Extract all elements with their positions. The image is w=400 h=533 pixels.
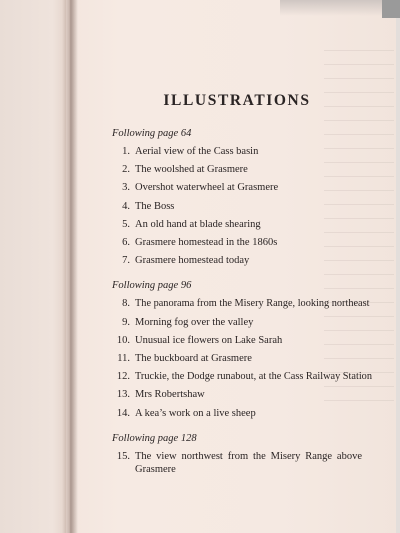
item-caption: Grasmere homestead in the 1860s	[135, 237, 278, 249]
background-corner	[382, 0, 400, 18]
item-caption: The Boss	[135, 200, 175, 212]
item-number: 15.	[116, 450, 130, 462]
list-item	[112, 295, 370, 313]
item-number: 6.	[122, 237, 130, 249]
section-heading: Following page 128	[112, 432, 197, 444]
item-caption: Aerial view of the Cass basin	[135, 146, 259, 157]
list-item	[112, 386, 362, 404]
page-right-edge	[396, 0, 400, 533]
item-number: 2.	[122, 164, 130, 176]
list-item	[112, 350, 362, 368]
list-item	[112, 161, 362, 179]
item-number: 8.	[122, 298, 130, 310]
item-number: 12.	[116, 371, 130, 383]
item-number: 5.	[122, 218, 130, 230]
list-item	[112, 234, 362, 252]
list-item	[112, 216, 362, 234]
facing-page-edge	[0, 0, 66, 533]
section-heading: Following page 64	[112, 128, 192, 139]
item-caption: An old hand at blade shearing	[135, 218, 261, 230]
item-number: 3.	[122, 182, 130, 194]
item-caption: The buckboard at Grasmere	[135, 353, 252, 365]
list-item	[112, 448, 362, 476]
item-caption: Grasmere homestead today	[135, 255, 250, 267]
page-content	[112, 92, 372, 486]
item-caption: The panorama from the Misery Range, looking northeast	[135, 298, 370, 310]
list-item	[112, 368, 372, 386]
list-item	[112, 332, 362, 350]
item-caption: Morning fog over the valley	[135, 316, 254, 328]
list-item	[112, 314, 362, 332]
item-caption: The woolshed at Grasmere	[135, 164, 248, 176]
item-number: 10.	[116, 334, 130, 346]
item-number: 7.	[122, 255, 130, 267]
list-item	[112, 252, 362, 270]
item-number: 11.	[117, 353, 130, 365]
item-number: 13.	[116, 389, 130, 401]
book-gutter	[62, 0, 78, 533]
item-number: 9.	[122, 316, 130, 328]
item-caption: Unusual ice flowers on Lake Sarah	[135, 334, 283, 346]
list-item	[112, 198, 362, 216]
section-page-64	[112, 128, 362, 270]
item-number: 4.	[122, 200, 130, 212]
item-number: 14.	[116, 407, 130, 419]
item-number: 1.	[122, 146, 130, 157]
item-caption: Overshot waterwheel at Grasmere	[135, 182, 279, 194]
section-heading: Following page 96	[112, 280, 192, 292]
page-title: ILLUSTRATIONS	[163, 92, 311, 109]
section-page-128	[112, 433, 362, 476]
item-caption: A kea’s work on a live sheep	[135, 407, 256, 419]
list-item	[112, 179, 362, 197]
section-page-96	[112, 280, 372, 422]
item-caption: The view northwest from the Misery Range above Grasmere	[135, 450, 362, 475]
item-caption: Truckie, the Dodge runabout, at the Cass Railway Station	[135, 371, 372, 383]
list-item	[112, 143, 362, 161]
item-caption: Mrs Robertshaw	[135, 389, 205, 401]
list-item	[112, 405, 362, 423]
